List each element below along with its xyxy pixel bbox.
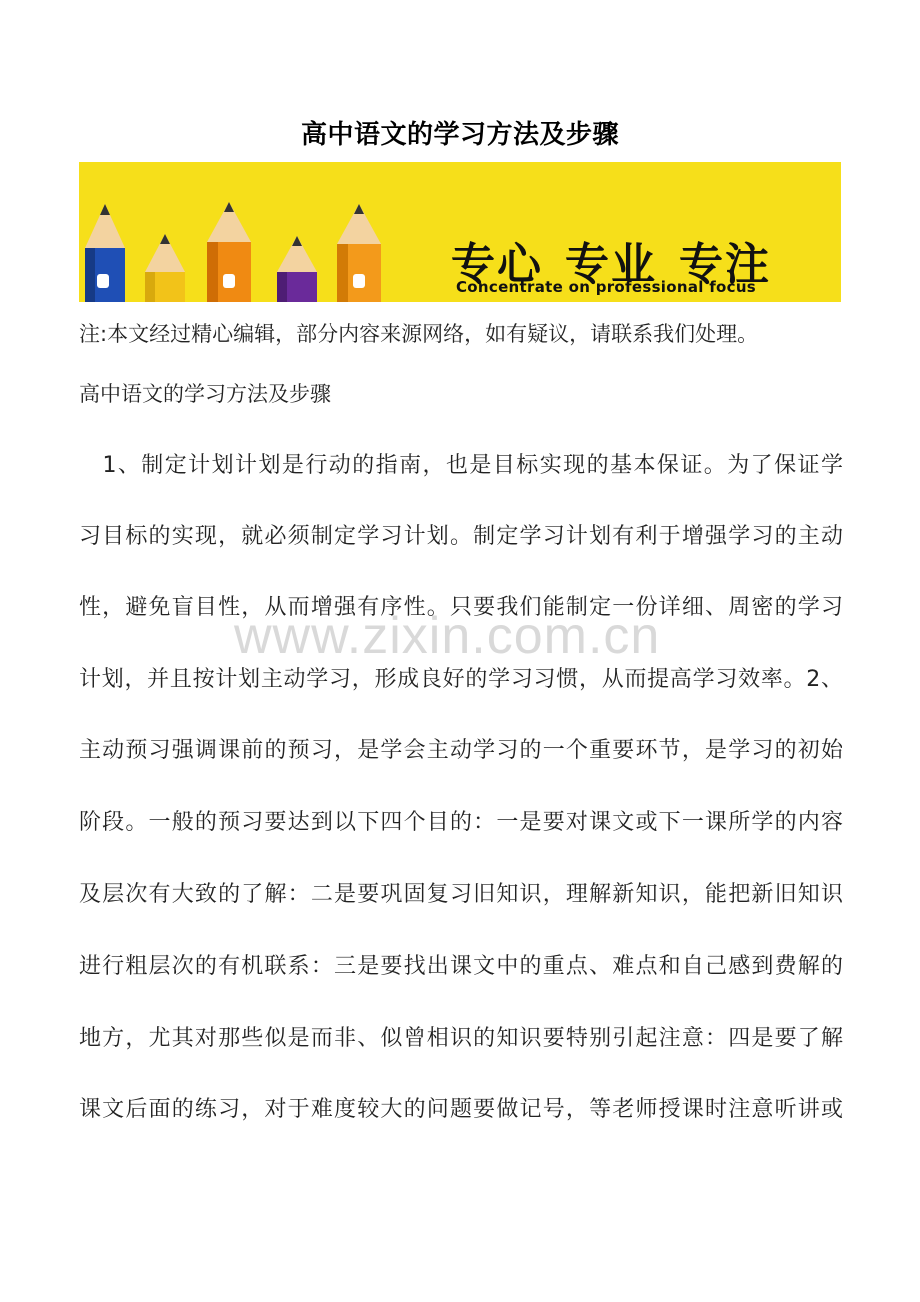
body-line: 阶段。一般的预习要达到以下四个目的：一是要对课文或下一课所学的内容 bbox=[79, 810, 843, 835]
body-line: 课文后面的练习，对于难度较大的问题要做记号，等老师授课时注意听讲或 bbox=[79, 1097, 843, 1122]
slogan-word: 专心 bbox=[451, 239, 543, 290]
slogan-word: 专注 bbox=[679, 239, 771, 290]
body-line: 主动预习强调课前的预习，是学会主动学习的一个重要环节，是学习的初始 bbox=[79, 738, 843, 763]
pencil-icon bbox=[207, 202, 251, 302]
pencil-icon bbox=[277, 236, 317, 302]
document-title: 高中语文的学习方法及步骤 bbox=[300, 120, 619, 150]
body-line: 性，避免盲目性，从而增强有序性。只要我们能制定一份详细、周密的学习 bbox=[79, 595, 843, 620]
banner-image bbox=[79, 162, 841, 302]
article-subtitle: 高中语文的学习方法及步骤 bbox=[79, 382, 331, 406]
banner-slogan-english: Concentrate on professional focus bbox=[456, 278, 757, 296]
body-line: 计划，并且按计划主动学习，形成良好的学习习惯，从而提高学习效率。2、 bbox=[79, 667, 843, 692]
body-line: 地方，尤其对那些似是而非、似曾相识的知识要特别引起注意：四是要了解 bbox=[79, 1026, 843, 1051]
body-line: 进行粗层次的有机联系：三是要找出课文中的重点、难点和自己感到费解的 bbox=[79, 954, 843, 979]
editor-note: 注:本文经过精心编辑，部分内容来源网络，如有疑议，请联系我们处理。 bbox=[79, 322, 759, 346]
slogan-word: 专业 bbox=[565, 239, 657, 290]
pencil-icon bbox=[85, 204, 125, 302]
body-line: 及层次有大致的了解：二是要巩固复习旧知识，理解新知识，能把新旧知识 bbox=[79, 882, 843, 907]
pencil-icon bbox=[337, 204, 381, 302]
body-line: 习目标的实现，就必须制定学习计划。制定学习计划有利于增强学习的主动 bbox=[79, 524, 843, 549]
pencil-icon bbox=[145, 234, 185, 302]
watermark: www.zixin.com.cn bbox=[234, 607, 661, 665]
body-line: 1、制定计划计划是行动的指南，也是目标实现的基本保证。为了保证学 bbox=[79, 453, 843, 478]
